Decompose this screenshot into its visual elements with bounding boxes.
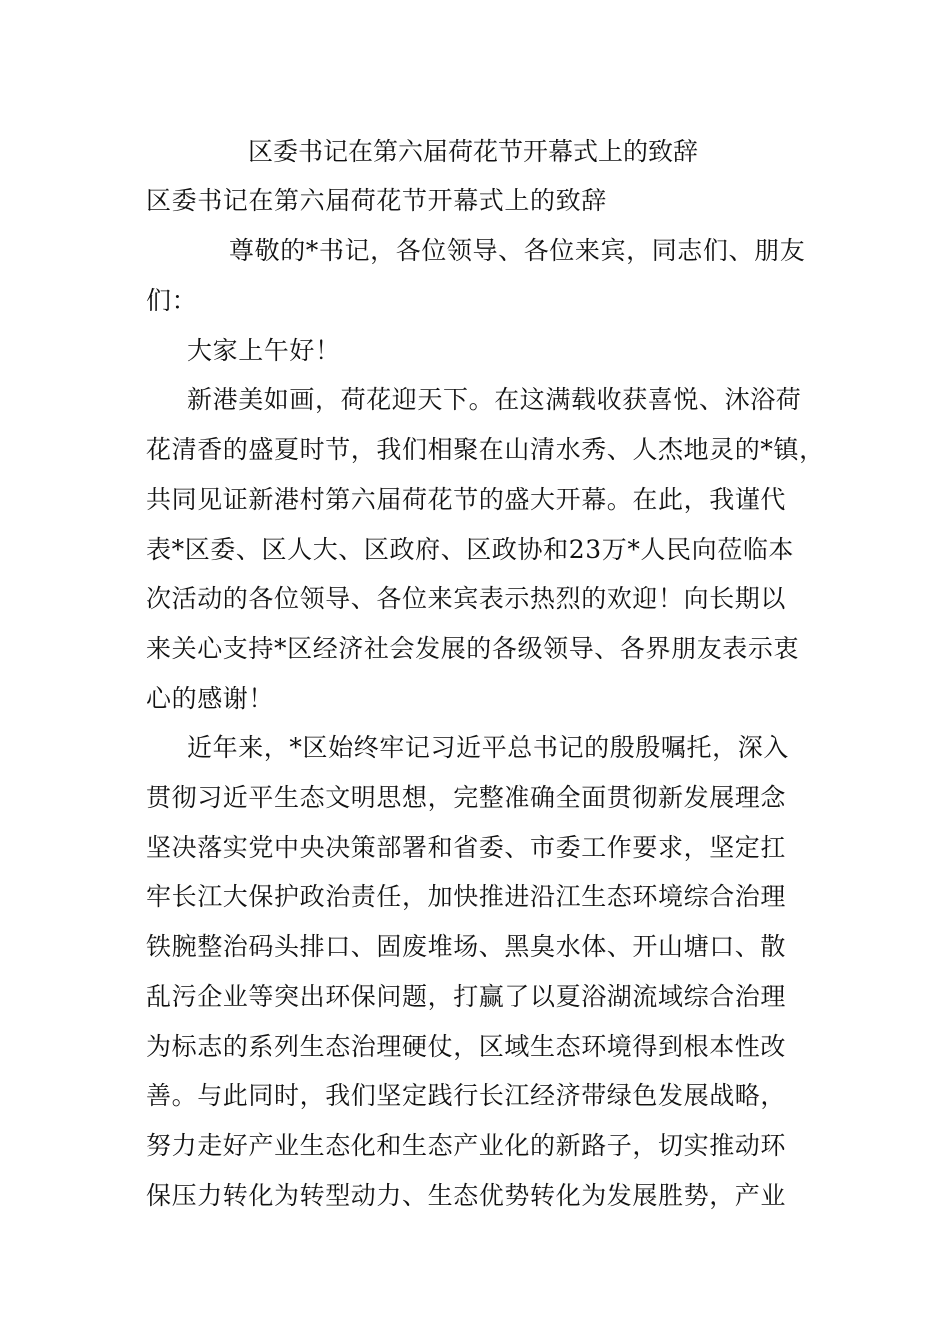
text-line: 近年来，*区始终牢记习近平总书记的殷殷嘱托，深入	[187, 733, 789, 762]
text-line: 保压力转化为转型动力、生态优势转化为发展胜势，产业	[146, 1181, 787, 1210]
text-line: 为标志的系列生态治理硬仗，区域生态环境得到根本性改	[146, 1032, 787, 1061]
text-line: 心的感谢！	[146, 684, 275, 713]
text-line: 表*区委、区人大、区政府、区政协和23万*人民向莅临本	[146, 535, 795, 564]
text-line: 次活动的各位领导、各位来宾表示热烈的欢迎！向长期以	[146, 584, 787, 613]
text-line: 来关心支持*区经济社会发展的各级领导、各界朋友表示衷	[146, 634, 800, 663]
text-line: 铁腕整治码头排口、固废堆场、黑臭水体、开山塘口、散	[146, 932, 787, 961]
text-line: 共同见证新港村第六届荷花节的盛大开幕。在此，我谨代	[146, 485, 787, 514]
text-line: 坚决落实党中央决策部署和省委、市委工作要求，坚定扛	[146, 833, 787, 862]
text-line: 善。与此同时，我们坚定践行长江经济带绿色发展战略，	[146, 1081, 787, 1110]
text-line: 努力走好产业生态化和生态产业化的新路子，切实推动环	[146, 1131, 787, 1160]
text-line: 大家上午好！	[187, 336, 341, 365]
text-line: 们：	[146, 286, 198, 315]
text-line: 区委书记在第六届荷花节开幕式上的致辞	[146, 186, 607, 215]
text-line: 乱污企业等突出环保问题，打赢了以夏浴湖流域综合治理	[146, 982, 787, 1011]
text-line: 尊敬的*书记，各位领导、各位来宾，同志们、朋友	[229, 236, 806, 265]
text-line: 贯彻习近平生态文明思想，完整准确全面贯彻新发展理念	[146, 783, 787, 812]
text-line: 新港美如画，荷花迎天下。在这满载收获喜悦、沐浴荷	[187, 385, 802, 414]
text-line: 花清香的盛夏时节，我们相聚在山清水秀、人杰地灵的*镇，	[146, 435, 825, 464]
document-title: 区委书记在第六届荷花节开幕式上的致辞	[248, 137, 699, 166]
text-line: 牢长江大保护政治责任，加快推进沿江生态环境综合治理	[146, 882, 787, 911]
